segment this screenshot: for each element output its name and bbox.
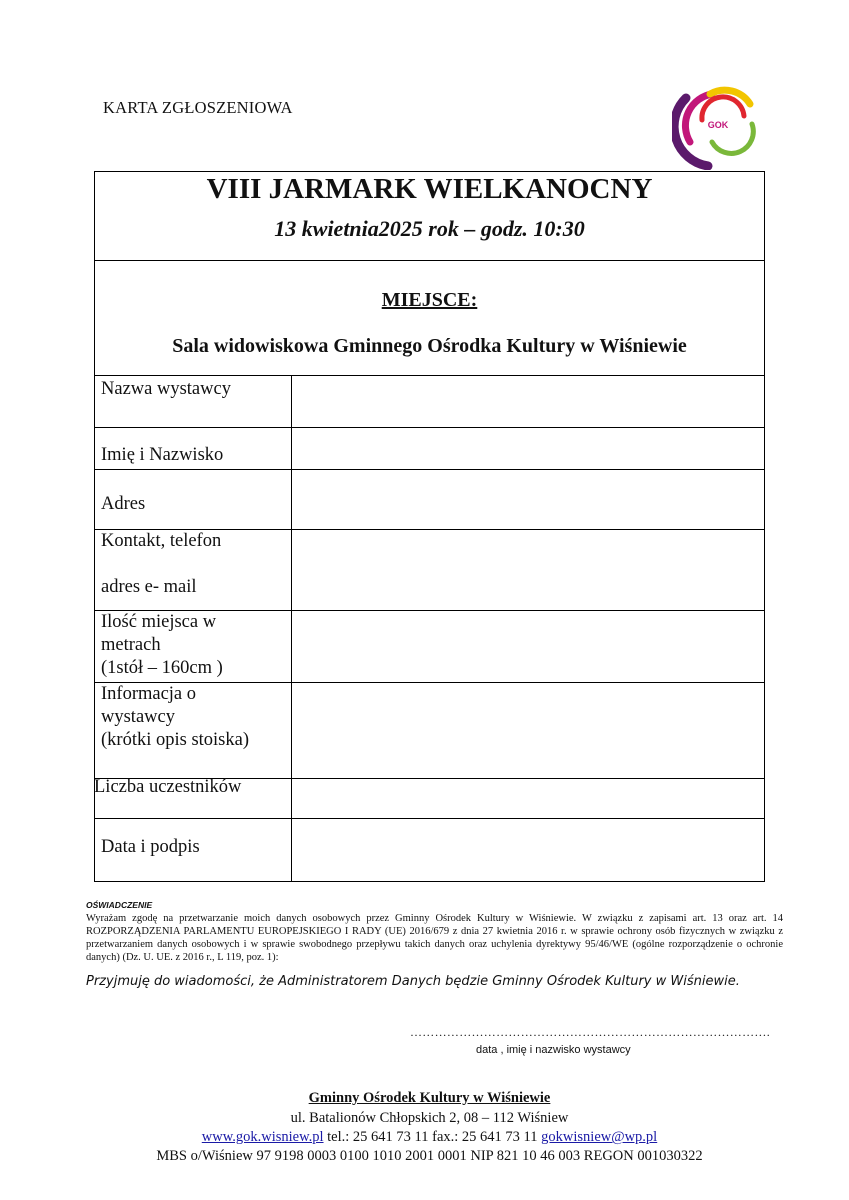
logo-text: GOK [707, 120, 729, 130]
footer-phones: tel.: 25 641 73 11 fax.: 25 641 73 11 [323, 1129, 542, 1145]
info-label-line-1: Informacja o [101, 684, 197, 704]
event-title: VIII JARMARK WIELKANOCNY [206, 173, 653, 205]
acknowledgement-text: Przyjmuję do wiadomości, że Administratorem Danych będzie Gminny Ośrodek Kultury w Wiśniewie. [86, 974, 740, 989]
space-field[interactable] [292, 611, 764, 682]
contact-field[interactable] [292, 530, 764, 610]
footer-org: Gminny Ośrodek Kultury w Wiśniewie [308, 1090, 551, 1106]
info-label [101, 683, 249, 752]
footer-address: ul. Batalionów Chłopskich 2, 08 – 112 Wiśniew [290, 1110, 569, 1126]
form-kicker: KARTA ZGŁOSZENIOWA [103, 98, 293, 117]
contact-phone-label: Kontakt, telefon [101, 531, 222, 551]
gok-logo [672, 80, 762, 170]
footer-bank: MBS o/Wiśniew 97 9198 0003 0100 1010 2001 0001 NIP 821 10 46 003 REGON 001030322 [156, 1148, 703, 1164]
email-label: adres e- mail [101, 577, 197, 597]
signature-line: ……………………………………………………………………………. [410, 1025, 770, 1039]
participants-field[interactable] [292, 779, 764, 818]
info-label-line-2: wystawcy [101, 707, 175, 727]
signature-label: data , imię i nazwisko wystawcy [476, 1044, 631, 1056]
full-name-field[interactable] [292, 428, 764, 469]
statement-text: Wyrażam zgodę na przetwarzanie moich danych osobowych przez Gminny Ośrodek Kultury w Wiśniewie. W związku z zapisami art. 13 oraz art. 14 ROZPORZĄDZENIA PARLAMENTU EUROPEJSKIEGO I RADY (UE) 2016/679 z dnia 27 kwietnia 2016 r. w sprawie ochrony osób fizycznych w związku z przetwarzaniem danych osobowych i w sprawie swobodnego przepływu takich danych oraz uchylenia dyrektywy 95/46/WE (ogólne rozporządzenie o ochronie danych) (Dz. U. UE. z 2016 r., L 119, poz. 1): [86, 913, 783, 963]
date-signature-field[interactable] [292, 819, 764, 881]
address-label: Adres [101, 494, 146, 514]
info-field[interactable] [292, 683, 764, 778]
space-label-line-2: metrach [101, 635, 161, 655]
statement-title: OŚWIADCZENIE [86, 900, 153, 910]
space-label-line-3: (1stół – 160cm ) [101, 658, 223, 678]
space-label-line-1: Ilość miejsca w [101, 612, 217, 632]
date-signature-label: Data i podpis [101, 837, 200, 857]
place-label: MIEJSCE: [381, 289, 478, 311]
footer-contact [94, 1129, 765, 1146]
divider [95, 260, 764, 261]
info-label-line-3: (krótki opis stoiska) [101, 730, 249, 750]
email-link[interactable]: gokwisniew@wp.pl [541, 1129, 658, 1145]
exhibitor-name-field[interactable] [292, 376, 764, 427]
event-date: 13 kwietnia2025 rok – godz. 10:30 [274, 216, 585, 241]
participants-label: Liczba uczestników [94, 777, 242, 797]
address-field[interactable] [292, 470, 764, 529]
event-place: Sala widowiskowa Gminnego Ośrodka Kultury w Wiśniewie [172, 335, 687, 357]
application-form-box [94, 171, 765, 882]
website-link[interactable]: www.gok.wisniew.pl [201, 1129, 324, 1145]
space-label [101, 611, 223, 680]
exhibitor-name-label: Nazwa wystawcy [101, 379, 231, 399]
full-name-label: Imię i Nazwisko [101, 445, 224, 465]
